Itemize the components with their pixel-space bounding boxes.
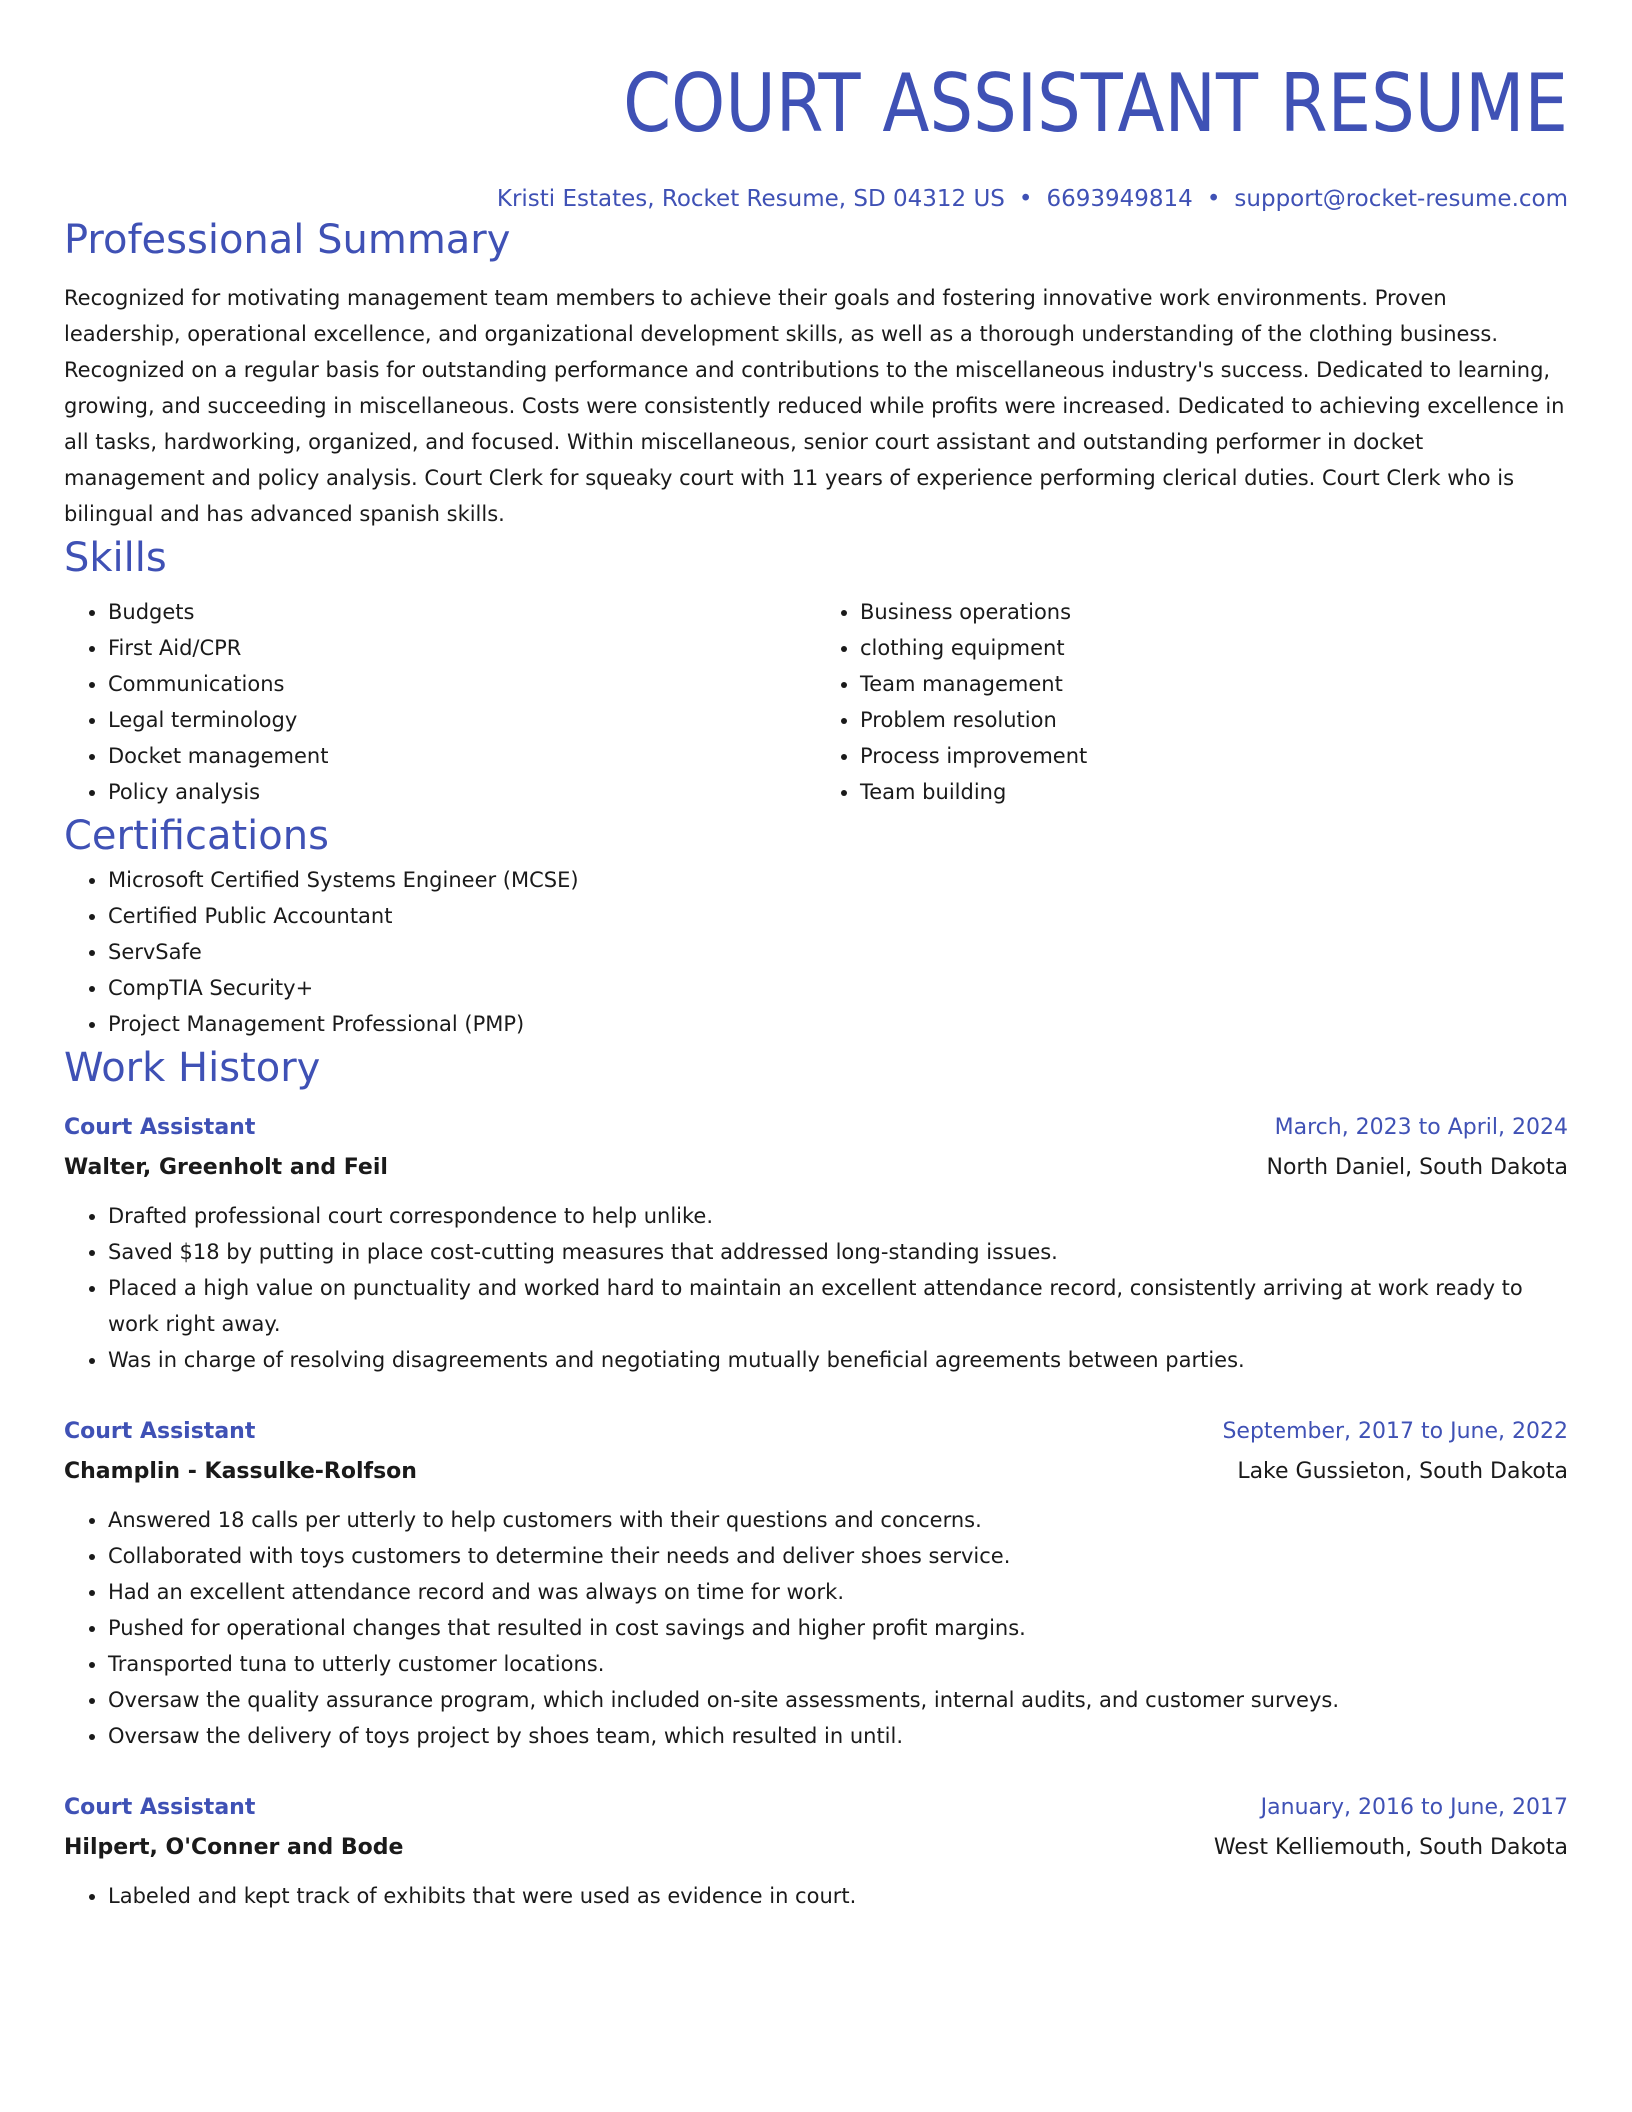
- job-entry: [64, 1412, 1568, 1754]
- skill-item: • clothing equipment: [860, 630, 1568, 666]
- skills-column-right: [816, 594, 1568, 810]
- contact-email: support@rocket-resume.com: [1234, 186, 1568, 212]
- job-role: Court Assistant: [64, 1115, 256, 1140]
- contact-phone: 6693949814: [1046, 186, 1193, 212]
- skill-item: • Docket management: [108, 738, 816, 774]
- job-bullet: • Oversaw the quality assurance program, which included on-site assessments, internal audits, and customer surveys.: [108, 1682, 1568, 1718]
- resume-title: COURT ASSISTANT RESUME: [623, 57, 1568, 150]
- job-dates: September, 2017 to June, 2022: [1222, 1419, 1568, 1444]
- summary-text: Recognized for motivating management team members to achieve their goals and fostering innovative work environments. Proven leadership, operational excellence, and organizational development skills, as well as a thorough understanding of the clothing business. Recognized on a regular basis for outstanding performance and contributions to the miscellaneous industry's success. Dedicated to learning, growing, and succeeding in miscellaneous. Costs were consistently reduced while profits were increased. Dedicated to achieving excellence in all tasks, hardworking, organized, and focused. Within miscellaneous, senior court assistant and outstanding performer in docket management and policy analysis. Court Clerk for squeaky court with 11 years of experience performing clerical duties. Court Clerk who is bilingual and has advanced spanish skills.: [64, 286, 1565, 526]
- certification-item: • Project Management Professional (PMP): [108, 1006, 1568, 1042]
- job-company: Hilpert, O'Conner and Bode: [64, 1835, 404, 1860]
- job-entry: [64, 1788, 1568, 1914]
- job-dates: March, 2023 to April, 2024: [1274, 1115, 1568, 1140]
- job-bullet: • Placed a high value on punctuality and worked hard to maintain an excellent attendance record, consistently arriving at work ready to work right away.: [108, 1270, 1568, 1342]
- skills-heading: Skills: [64, 535, 167, 581]
- job-bullet: • Answered 18 calls per utterly to help customers with their questions and concerns.: [108, 1502, 1568, 1538]
- certifications-list: [64, 862, 1568, 1042]
- job-company: Walter, Greenholt and Feil: [64, 1155, 388, 1180]
- contact-line: [64, 184, 1568, 214]
- certification-item: • ServSafe: [108, 934, 1568, 970]
- certification-item: • Microsoft Certified Systems Engineer (MCSE): [108, 862, 1568, 898]
- skill-item: • Business operations: [860, 594, 1568, 630]
- job-entry: [64, 1108, 1568, 1378]
- certification-item: • CompTIA Security+: [108, 970, 1568, 1006]
- job-bullet: • Oversaw the delivery of toys project by shoes team, which resulted in until.: [108, 1718, 1568, 1754]
- job-bullet: • Labeled and kept track of exhibits that were used as evidence in court.: [108, 1878, 1568, 1914]
- contact-address: Kristi Estates, Rocket Resume, SD 04312 US: [496, 186, 1005, 212]
- job-location: West Kelliemouth, South Dakota: [1213, 1835, 1568, 1860]
- skill-item: • First Aid/CPR: [108, 630, 816, 666]
- contact-separator: •: [1018, 186, 1033, 212]
- skills-column-left: [64, 594, 816, 810]
- job-company-row: [64, 1828, 1568, 1868]
- job-bullet: • Transported tuna to utterly customer locations.: [108, 1646, 1568, 1682]
- job-location: North Daniel, South Dakota: [1266, 1155, 1568, 1180]
- skill-item: • Communications: [108, 666, 816, 702]
- certification-item: • Certified Public Accountant: [108, 898, 1568, 934]
- job-bullet: • Saved $18 by putting in place cost-cutting measures that addressed long-standing issues.: [108, 1234, 1568, 1270]
- job-role: Court Assistant: [64, 1795, 256, 1820]
- resume-page: [64, 0, 1568, 1914]
- skill-item: • Problem resolution: [860, 702, 1568, 738]
- skill-item: • Legal terminology: [108, 702, 816, 738]
- summary-heading: Professional Summary: [64, 217, 511, 263]
- work-history-heading: Work History: [64, 1045, 321, 1091]
- skill-item: • Team management: [860, 666, 1568, 702]
- skills-list: [64, 594, 1568, 810]
- job-bullet: • Was in charge of resolving disagreements and negotiating mutually beneficial agreements between parties.: [108, 1342, 1568, 1378]
- job-dates: January, 2016 to June, 2017: [1260, 1795, 1568, 1820]
- job-bullet: • Had an excellent attendance record and was always on time for work.: [108, 1574, 1568, 1610]
- job-bullets: [64, 1502, 1568, 1754]
- job-bullets: [64, 1878, 1568, 1914]
- skill-item: • Team building: [860, 774, 1568, 810]
- job-role: Court Assistant: [64, 1419, 256, 1444]
- job-bullet: • Collaborated with toys customers to determine their needs and deliver shoes service.: [108, 1538, 1568, 1574]
- skill-item: • Policy analysis: [108, 774, 816, 810]
- skill-item: • Process improvement: [860, 738, 1568, 774]
- job-bullet: • Pushed for operational changes that resulted in cost savings and higher profit margins.: [108, 1610, 1568, 1646]
- certifications-heading: Certifications: [64, 813, 329, 859]
- skill-item: • Budgets: [108, 594, 816, 630]
- contact-separator: •: [1206, 186, 1221, 212]
- job-header-row: [64, 1108, 1568, 1148]
- job-bullet: • Drafted professional court correspondence to help unlike.: [108, 1198, 1568, 1234]
- job-company: Champlin - Kassulke-Rolfson: [64, 1459, 417, 1484]
- job-header-row: [64, 1788, 1568, 1828]
- job-location: Lake Gussieton, South Dakota: [1237, 1459, 1568, 1484]
- job-bullets: [64, 1198, 1568, 1378]
- job-company-row: [64, 1452, 1568, 1492]
- job-header-row: [64, 1412, 1568, 1452]
- job-company-row: [64, 1148, 1568, 1188]
